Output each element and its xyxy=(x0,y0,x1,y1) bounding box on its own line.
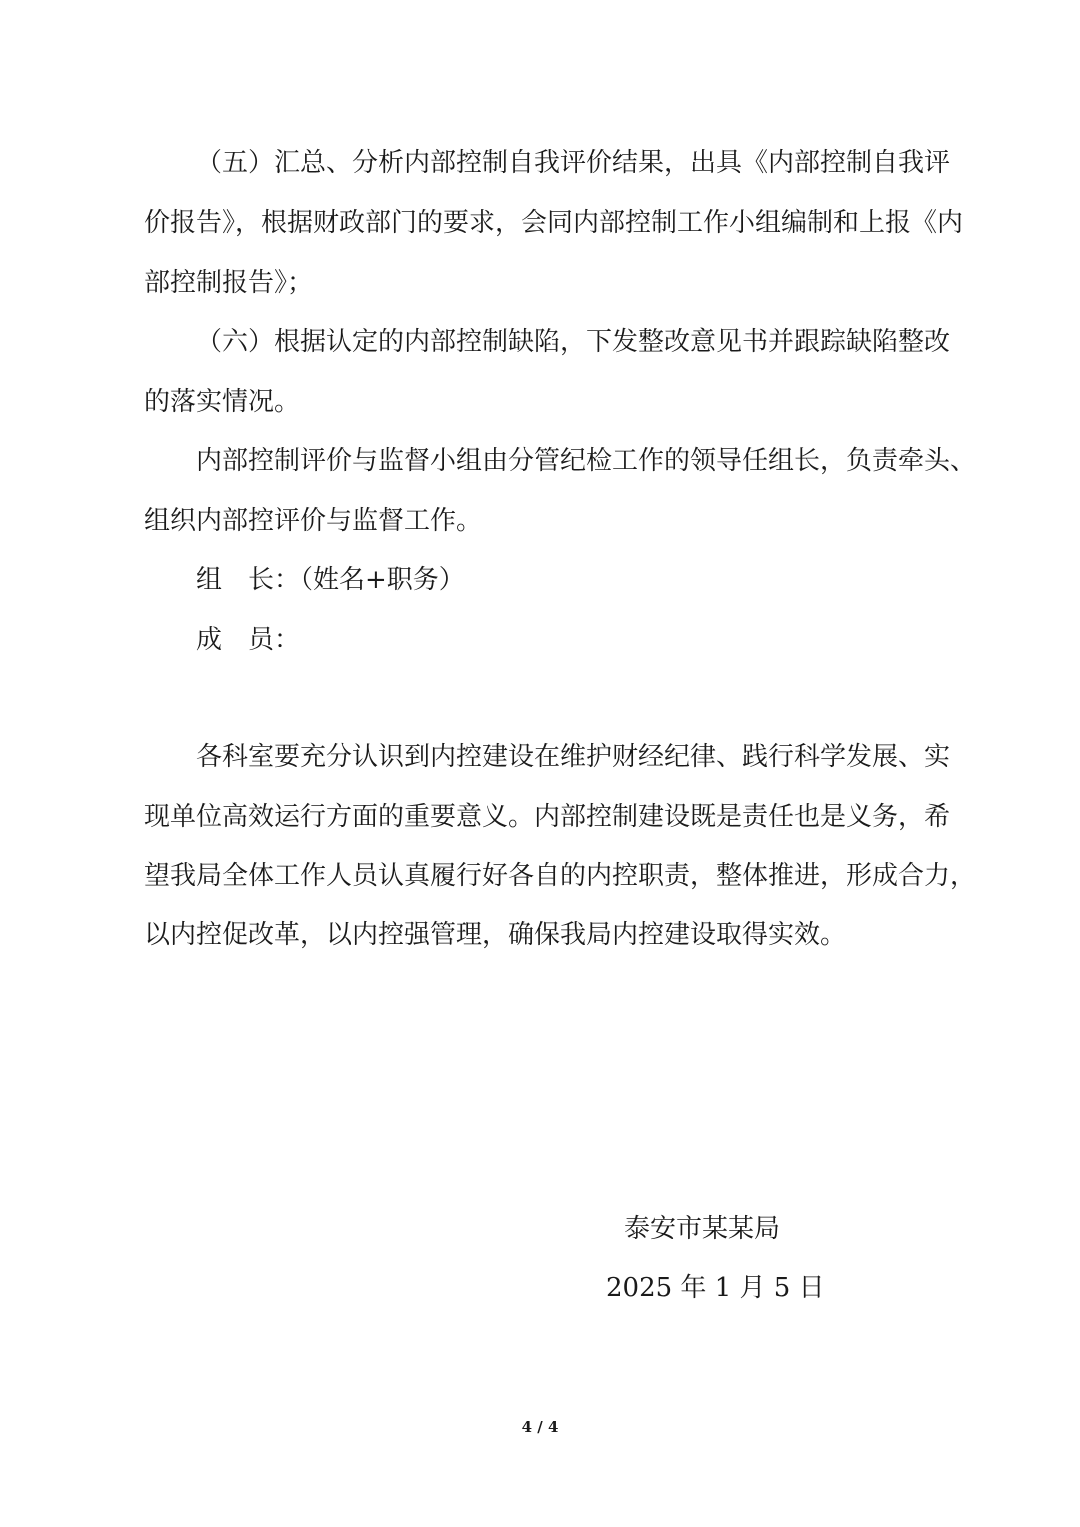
paragraph-6-line-1: （六）根据认定的内部控制缺陷，下发整改意见书并跟踪缺陷整改 xyxy=(196,327,951,357)
leader-line: 组 长：（姓名+职务） xyxy=(196,565,465,595)
signature-organization: 泰安市某某局 xyxy=(624,1214,781,1244)
paragraph-7-line-1: 内部控制评价与监督小组由分管纪检工作的领导任组长，负责牵头、 xyxy=(196,446,977,476)
members-line: 成 员： xyxy=(196,625,301,655)
paragraph-8-line-3: 望我局全体工作人员认真履行好各自的内控职责，整体推进，形成合力， xyxy=(144,861,977,891)
signature-date: 2025 年 1 月 5 日 xyxy=(606,1273,825,1303)
paragraph-6-line-2: 的落实情况。 xyxy=(144,387,301,417)
paragraph-7-line-2: 组织内部控评价与监督工作。 xyxy=(144,506,483,536)
paragraph-5-line-3: 部控制报告》； xyxy=(144,268,314,298)
paragraph-5-line-1: （五）汇总、分析内部控制自我评价结果，出具《内部控制自我评 xyxy=(196,148,951,178)
paragraph-8-line-4: 以内控促改革，以内控强管理，确保我局内控建设取得实效。 xyxy=(144,920,847,950)
page-number: 4 / 4 xyxy=(521,1418,559,1436)
paragraph-8-line-2: 现单位高效运行方面的重要意义。内部控制建设既是责任也是义务，希 xyxy=(144,802,951,832)
paragraph-8-line-1: 各科室要充分认识到内控建设在维护财经纪律、践行科学发展、实 xyxy=(196,742,951,772)
paragraph-5-line-2: 价报告》，根据财政部门的要求，会同内部控制工作小组编制和上报《内 xyxy=(144,208,964,238)
